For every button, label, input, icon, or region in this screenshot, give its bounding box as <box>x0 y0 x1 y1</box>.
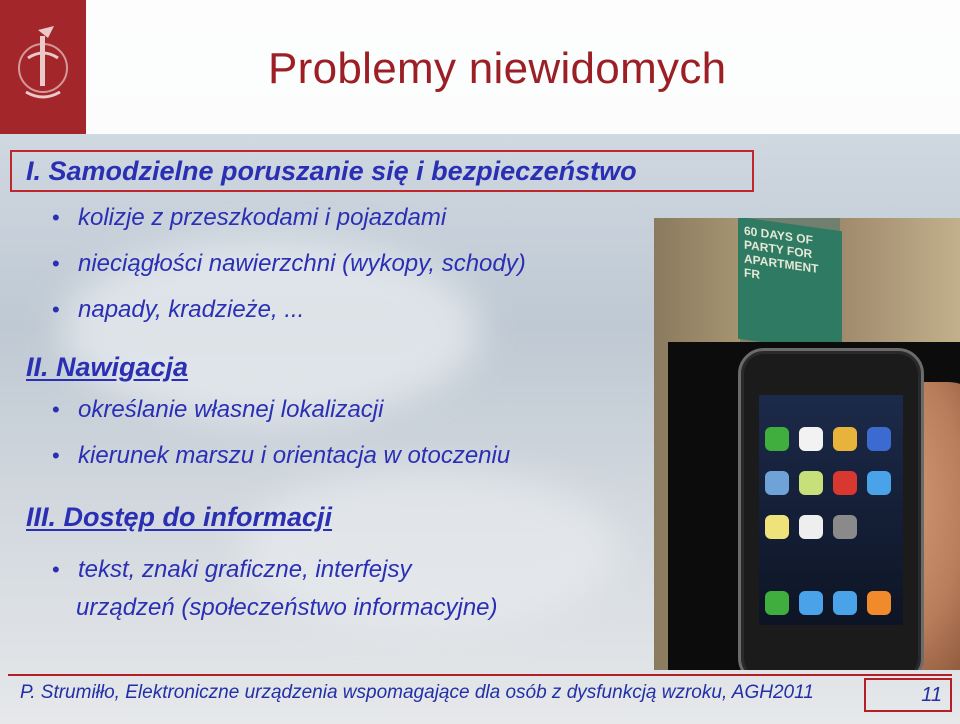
bullet-text: napady, kradzieże, ... <box>78 296 305 323</box>
page-number-text: 11 <box>921 683 942 706</box>
smartphone-photo <box>668 342 960 670</box>
app-icon <box>765 427 789 451</box>
section-3-item-1-continuation: urządzeń (społeczeństwo informacyjne) <box>76 594 498 621</box>
app-icon <box>833 515 857 539</box>
section-3-item-1 <box>52 556 411 584</box>
bullet-text: tekst, znaki graficzne, interfejsy <box>78 556 412 583</box>
section-2-item-1 <box>52 396 383 424</box>
app-icon <box>833 591 857 615</box>
bullet-icon: • <box>52 205 60 230</box>
app-icon <box>799 471 823 495</box>
section-3-heading: III. Dostęp do informacji <box>26 502 333 532</box>
bullet-icon: • <box>52 397 60 422</box>
bullet-text: kolizje z przeszkodami i pojazdami <box>78 204 447 231</box>
university-logo <box>0 0 86 134</box>
university-logo-icon <box>8 22 78 112</box>
billboard <box>738 218 842 353</box>
bullet-text: nieciągłości nawierzchni (wykopy, schody) <box>78 250 526 277</box>
app-icon <box>833 471 857 495</box>
bullet-icon: • <box>52 251 60 276</box>
phone-screen <box>759 395 903 625</box>
app-icon <box>799 515 823 539</box>
app-icon <box>799 427 823 451</box>
section-1-item-2 <box>52 250 526 278</box>
footer-divider <box>8 674 952 676</box>
app-icon <box>799 591 823 615</box>
bullet-text: kierunek marszu i orientacja w otoczeniu <box>78 442 511 469</box>
app-icon <box>867 591 891 615</box>
section-1-item-3 <box>52 296 304 324</box>
billboard-text: 60 DAYS OF PARTY FOR APARTMENT FR <box>744 223 819 282</box>
app-icon <box>765 515 789 539</box>
bullet-text: określanie własnej lokalizacji <box>78 396 384 423</box>
bullet-icon: • <box>52 443 60 468</box>
bullet-icon: • <box>52 297 60 322</box>
footer-citation: P. Strumiłło, Elektroniczne urządzenia wspomagające dla osób z dysfunkcją wzroku, AGH2011 <box>20 682 814 703</box>
page-number <box>864 678 952 712</box>
slide-title: Problemy niewidomych <box>268 44 727 93</box>
app-icon <box>765 591 789 615</box>
section-1-item-1 <box>52 204 446 232</box>
section-2-heading: II. Nawigacja <box>26 352 189 382</box>
app-icon <box>867 471 891 495</box>
smartphone <box>738 348 924 670</box>
app-icon <box>867 427 891 451</box>
app-icon <box>765 471 789 495</box>
app-icon <box>833 427 857 451</box>
section-1-heading: I. Samodzielne poruszanie się i bezpieczeństwo <box>26 156 637 186</box>
section-2-item-2 <box>52 442 510 470</box>
bullet-icon: • <box>52 557 60 582</box>
